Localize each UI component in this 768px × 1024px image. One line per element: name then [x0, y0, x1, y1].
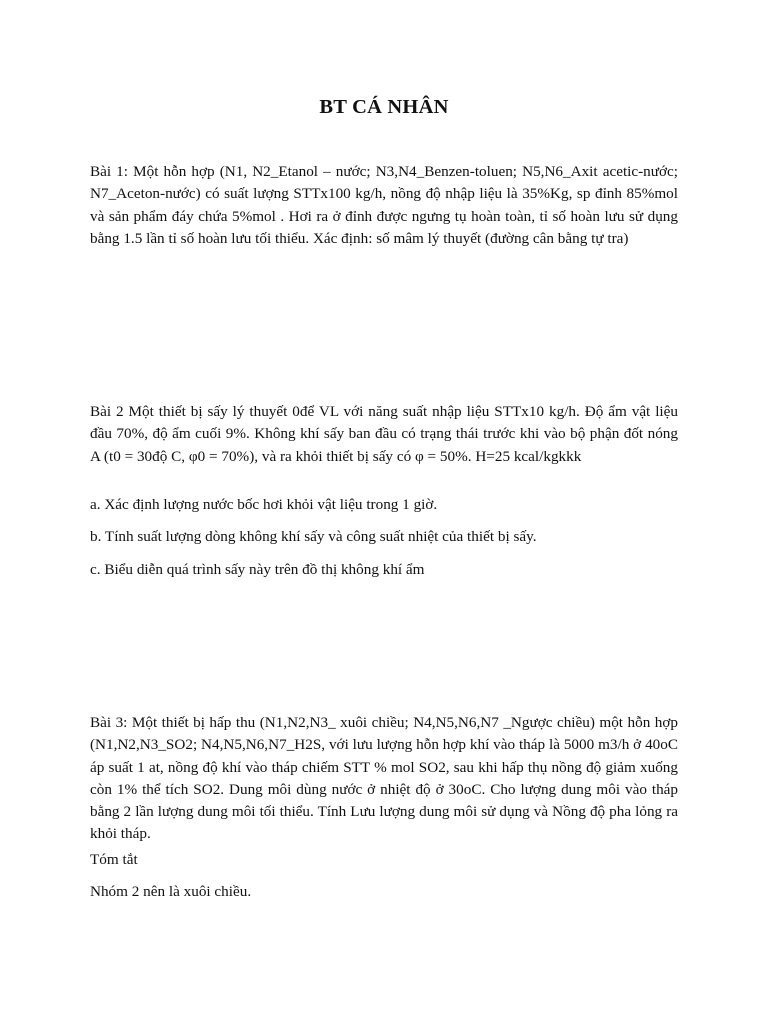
- problem-2-item-a: a. Xác định lượng nước bốc hơi khỏi vật liệu trong 1 giờ.: [90, 496, 438, 513]
- problem-2-item-b: b. Tính suất lượng dòng không khí sấy và công suất nhiệt của thiết bị sấy.: [90, 528, 537, 545]
- problem-3-text: Bài 3: Một thiết bị hấp thu (N1,N2,N3_ xuôi chiều; N4,N5,N6,N7 _Ngược chiều) một hỗn hợp (N1,N2,N3_SO2; N4,N5,N6,N7_H2S, với lưu lượng hỗn hợp khí vào tháp là 5000 m3/h ở 40oC áp suất 1 at, nồng độ khí vào tháp chiếm STT % mol SO2, sau khi hấp thụ nồng độ giảm xuống còn 1% thể tích SO2. Dung môi dùng nước ở nhiệt độ ở 30oC. Cho lượng dung môi vào tháp bằng 2 lần lượng dung môi tối thiểu. Tính Lưu lượng dung môi sử dụng và Nồng độ pha lỏng ra khỏi tháp.: [90, 714, 678, 843]
- problem-2-item-c: c. Biểu diễn quá trình sấy này trên đồ thị không khí ẩm: [90, 561, 425, 578]
- group-2-note: Nhóm 2 nên là xuôi chiều.: [90, 883, 252, 900]
- summary-heading: Tóm tắt: [90, 851, 138, 868]
- problem-2-text: Bài 2 Một thiết bị sấy lý thuyết 0để VL với năng suất nhập liệu STTx10 kg/h. Độ ẩm vật liệu đầu 70%, độ ẩm cuối 9%. Không khí sấy ban đầu có trạng thái trước khi vào bộ phận đốt nóng A (t0 = 30độ C, φ0 = 70%), và ra khỏi thiết bị sấy có φ = 50%. H=25 kcal/kgkkk: [90, 403, 678, 465]
- problem-1-text: Bài 1: Một hỗn hợp (N1, N2_Etanol – nước; N3,N4_Benzen-toluen; N5,N6_Axit acetic-nước; N7_Aceton-nước) có suất lượng STTx100 kg/h, nồng độ nhập liệu là 35%Kg, sp đỉnh 85%mol và sản phẩm đáy chứa 5%mol . Hơi ra ở đỉnh được ngưng tụ hoàn toàn, tỉ số hoàn lưu sử dụng bằng 1.5 lần tỉ số hoàn lưu tối thiểu. Xác định: số mâm lý thuyết (đường cân bằng tự tra): [90, 163, 678, 247]
- document-title: BT CÁ NHÂN: [319, 96, 449, 118]
